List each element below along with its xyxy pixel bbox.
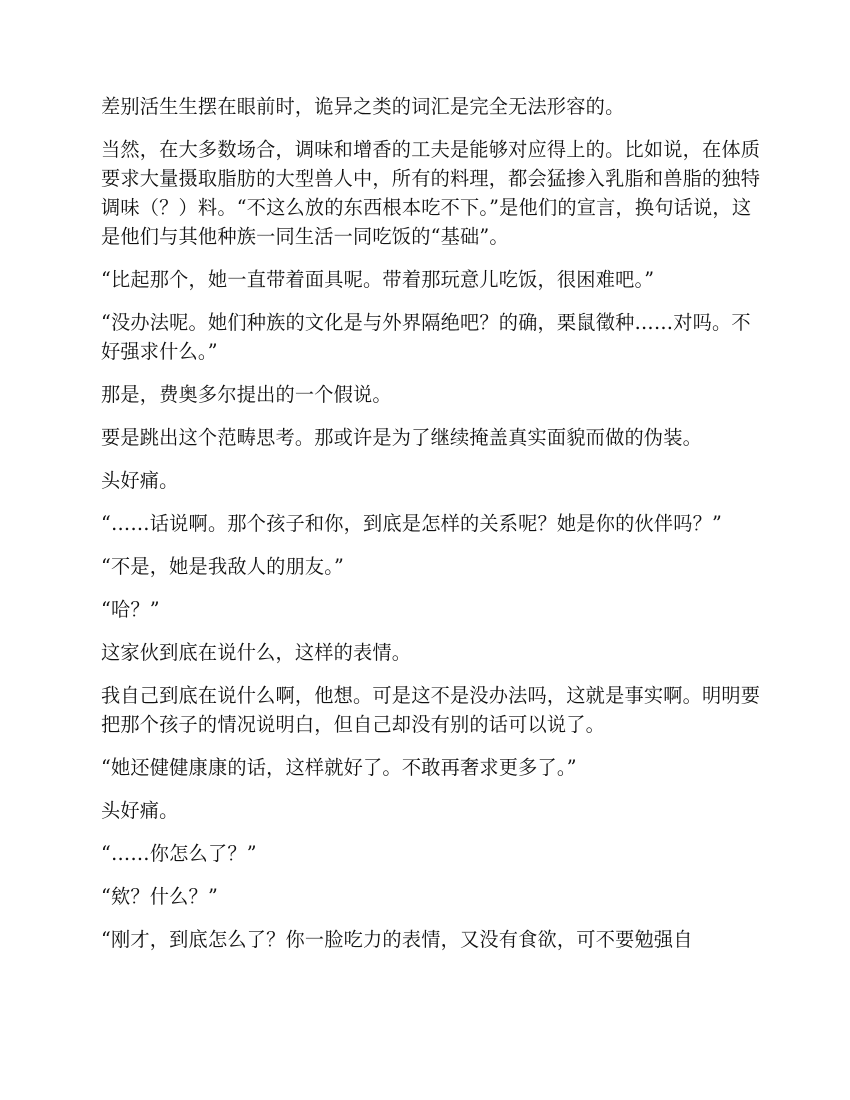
paragraph: “……话说啊。那个孩子和你，到底是怎样的关系呢？她是你的伙伴吗？” (101, 512, 723, 535)
paragraph: 当然，在大多数场合，调味和增香的工夫是能够对应得上的。比如说，在体质要求大量摄取脂肪的大型兽人中，所有的料理，都会猛掺入乳脂和兽脂的独特调味（？）料。“不这么放的东西根本吃不下。”是他们的宣言，换句话说，这是他们与其他种族一同生活一同吃饭的“基础”。 (101, 138, 761, 248)
paragraph: “没办法呢。她们种族的文化是与外界隔绝吧？的确，栗鼠徵种……对吗。不好强求什么。” (101, 311, 751, 363)
paragraph: “哈？” (101, 598, 160, 621)
paragraph: “她还健健康康的话，这样就好了。不敢再奢求更多了。” (101, 756, 577, 779)
paragraph: 那是，费奥多尔提出的一个假说。 (101, 383, 392, 406)
paragraph: 头好痛。 (101, 469, 179, 492)
paragraph: “不是，她是我敌人的朋友。” (101, 555, 345, 578)
paragraph: 我自己到底在说什么啊，他想。可是这不是没办法吗，这就是事实啊。明明要把那个孩子的情况说明白，但自己却没有别的话可以说了。 (101, 684, 761, 736)
paragraph: 这家伙到底在说什么，这样的表情。 (101, 641, 412, 664)
paragraph: 差别活生生摆在眼前时，诡异之类的词汇是完全无法形容的。 (101, 95, 625, 118)
paragraph: “欸？什么？” (101, 885, 218, 908)
paragraph: 头好痛。 (101, 799, 179, 822)
paragraph: 要是跳出这个范畴思考。那或许是为了继续掩盖真实面貌而做的伪装。 (101, 426, 703, 449)
paragraph: “……你怎么了？” (101, 842, 257, 865)
paragraph: “比起那个，她一直带着面具呢。带着那玩意儿吃饭，很困难吧。” (101, 268, 655, 291)
paragraph: “刚才，到底怎么了？你一脸吃力的表情，又没有食欲，可不要勉强自 (101, 928, 693, 951)
document-page (101, 92, 761, 954)
